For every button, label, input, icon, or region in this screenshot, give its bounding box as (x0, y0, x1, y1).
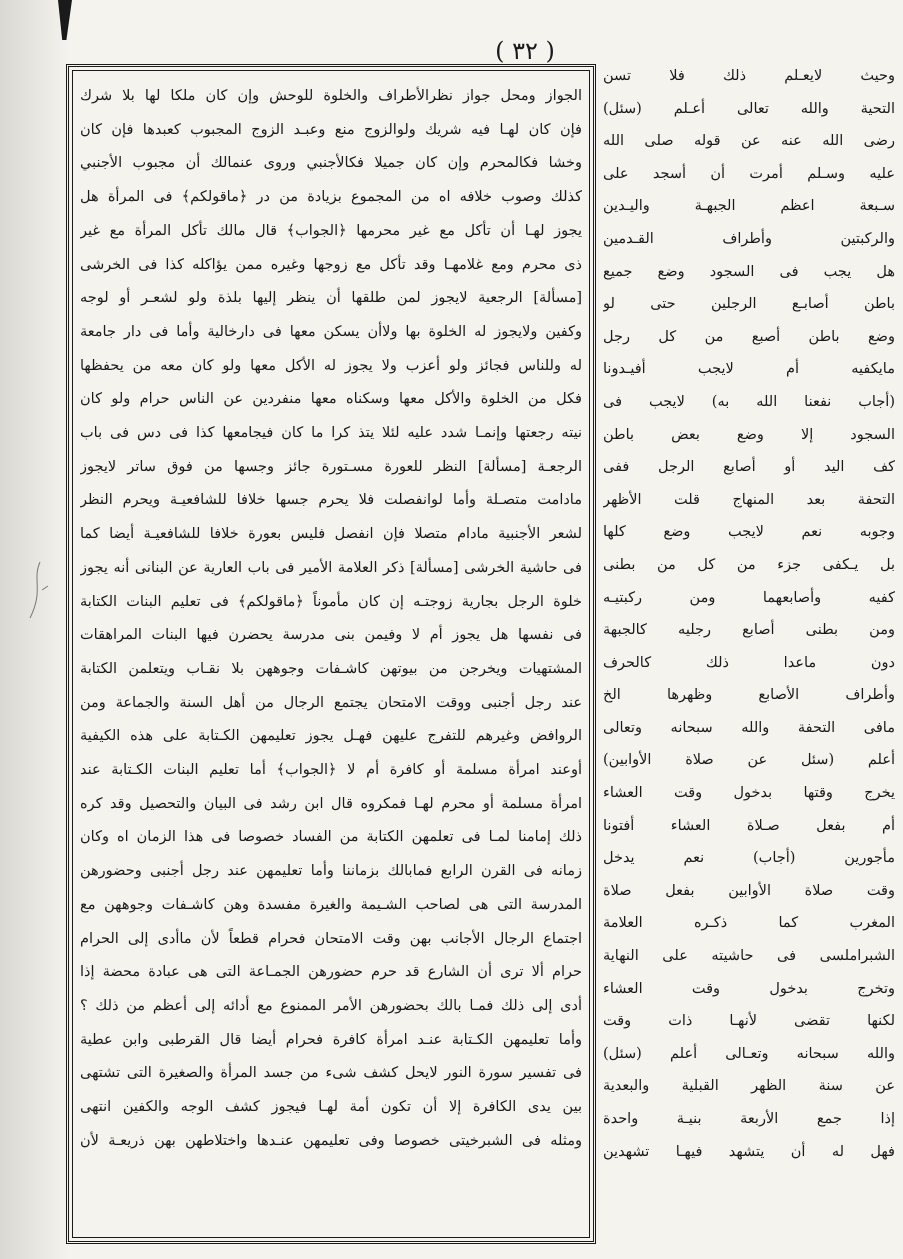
margin-pencil-mark (22, 560, 52, 620)
main-text-line: فى تفسير سورة النور لايحل كشف شىء من جسد المرأة والصغيرة التى تشتهى (80, 1065, 582, 1082)
margin-text-line: التحية والله تعالى أعـلم (سئل) (603, 100, 895, 117)
margin-text-line: وتخرج بدخول وقت العشاء (603, 980, 895, 997)
margin-text-line: لكنها تقضى لأنهـا ذات وقت (603, 1013, 895, 1030)
margin-text-line: والله سبحانه وتعـالى أعلم (سئل) (603, 1045, 895, 1062)
main-text-line: عند رجل أجنبى ووقت الامتحان يجتمع الرجال من أهل السنة والجماعة ومن (80, 694, 582, 711)
main-text-line: له وللناس فجائز ولو أعزب ولا يجوز له الأكل معها ولو كان معه من يحفظها (80, 357, 582, 374)
margin-text-line: وأطراف الأصابع وظهرها الخ (603, 687, 895, 704)
main-text-line: لشعر الأجنبية مادام متصلا فإن انفصل فليس بعورة خلافا للشافعيـة أيضا كما (80, 526, 582, 543)
main-text-line: نيته رجعتها وإنمـا شدد عليه لئلا يتذ كرا ما كان فيجامعها كذا فى دس فى باب (80, 425, 582, 442)
margin-text-line: وجوبه نعم لايجب وضع كلها (603, 524, 895, 541)
margin-text-line: السجود إلا وضع بعض باطن (603, 426, 895, 443)
margin-text-line: مأجورين (أجاب) نعم يدخل (603, 850, 895, 867)
main-text-line: أوعند امرأة مسلمة أو كافرة أم لا ﴿الجواب﴾ أما تعليم البنات الكـتابة عند (80, 762, 582, 779)
margin-text-line: يخرج وقتها بدخول وقت العشاء (603, 785, 895, 802)
main-text-line: فى حاشية الخرشى [مسألة] ذكر العلامة الأمير فى باب العارية عن البنانى أنه يجوز (80, 559, 582, 576)
main-text-line: مادامت متصـلة وأما لوانفصلت فلا يحرم جسها خلافا للشافعيـة ويحرم النظر (80, 492, 582, 509)
main-text-line: زمانه فى القرن الرابع فمابالك بزماننا وأما تعليمهن عند رجل أجنبى وحضورهن (80, 863, 582, 880)
main-text-line: فى نفسها هل يجوز أم لا وفيمن بنى مدرسة يحضرن فيها البنات المراهقات (80, 627, 582, 644)
main-text-line: وكفين ولايجوز له الخلوة بها ولاأن يسكن معها فى دارخالية وأما فى دار جامعة (80, 323, 582, 340)
main-text-line: [مسألة] الرجعية لايجوز لمن طلقها أن ينظر إليها بلذة ولو لشعـر أو لوجه (80, 290, 582, 307)
margin-text-line: بل يـكفى جزء من كل من بطنى (603, 556, 895, 573)
margin-text-line: الشبراملسى فى حاشيته على النهاية (603, 948, 895, 965)
margin-text-line: والركبتين وأطراف القـدمين (603, 230, 895, 247)
margin-text-line: باطن أصابـع الرجلين حتى لو (603, 296, 895, 313)
margin-text-line: (أجاب نفعنا الله به) لايجب فى (603, 393, 895, 410)
margin-text-line: كف اليد أو أصابع الرجل ففى (603, 459, 895, 476)
main-text-line: ذلك إمامنا لمـا فى تعلمهن الكتابة من الفساد خصوصا فى هذا الزمان اه وكان (80, 829, 582, 846)
page-number: ( ٣٢ ) (495, 37, 555, 65)
main-text-line: خلوة الرجل بجارية زوجتـه إن كان مأموناً ﴿ماقولكم﴾ فى تعليم البنات الكتابة (80, 593, 582, 610)
main-text-line: حرام ألا ترى أن الشارع قد حرم حضورهن الجمـاعة التى هى عبادة محضة إذا (80, 964, 582, 981)
main-text-line: ذى محرم ومع غلامهـا وقد تأكل مع زوجها وغيره ممن يؤاكله كذا فى الخرشى (80, 256, 582, 273)
margin-text-line: كفيه وأصابعهما ومن ركبتيـه (603, 589, 895, 606)
margin-text-line: مافى التحفة والله سبحانه وتعالى (603, 719, 895, 736)
margin-text-line: سـبعة اعظم الجبهـة واليـدين (603, 198, 895, 215)
main-text-line: يجوز لهـا أن تأكل مع غير محرمها ﴿الجواب﴾ قال مالك تأكل المرأة مع غير (80, 222, 582, 239)
scan-shadow (0, 0, 70, 1259)
main-text-line: امرأة مسلمة أو محرم لهـا فمكروه قال ابن رشد فى البيان والتحصيل وقد كره (80, 795, 582, 812)
margin-text-column (603, 60, 895, 1240)
main-text-line: اجتماع الرجال الأجانب بهن وقت الامتحان فحرام قطعاً لأن ماأدى إلى الحرام (80, 930, 582, 947)
main-text-line: وخشا فكالمحرم وإن كان جميلا فكالأجنبي وروى عنمالك أن مجبوب الأجنبي (80, 155, 582, 172)
margin-text-line: مايكفيه أم لايجب أفيـدونا (603, 361, 895, 378)
main-text-column (80, 80, 582, 1230)
margin-text-line: التحفة بعد المنهاج قلت الأظهر (603, 491, 895, 508)
margin-text-line: هل يجب فى السجود وضع جميع (603, 263, 895, 280)
margin-text-line: إذا جمع الأربعة بنيـة واحدة (603, 1111, 895, 1127)
margin-text-line: وضع باطن أصبع من كل رجل (603, 328, 895, 345)
margin-text-line: وحيث لايعـلم ذلك فلا تسن (603, 68, 895, 84)
main-text-line: ومثله فى الشبرخيتى خصوصا وفى تعليمهن عنـدها واختلاطهن بهن ذريعـة لأن (80, 1132, 582, 1149)
main-text-line: فإن كان لهـا فيه شريك ولوالزوج منع وعبـد الزوج المجبوب كعبدها فإن كان (80, 121, 582, 138)
main-text-line: كذلك وصوب خلافه اه من المجموع بزيادة من در ﴿ماقولكم﴾ فى المرأة هل (80, 189, 582, 206)
main-text-line: الروافض وغيرهم للتفرج عليهن فهـل يجوز تعليمهن الكـتابة على هذه الكيفية (80, 728, 582, 745)
margin-text-line: رضى الله عنه عن قوله صلى الله (603, 133, 895, 150)
margin-text-line: أم بفعل صـلاة العشاء أفتونا (603, 817, 895, 834)
margin-text-line: عن سنة الظهر القبلية والبعدية (603, 1078, 895, 1095)
margin-text-line: وقت صلاة الأوابين بفعل صلاة (603, 882, 895, 899)
main-text-line: الرجعـة [مسألة] النظر للعورة مسـتورة جائز وجسها من فوق ساتر لايجوز (80, 458, 582, 475)
margin-text-line: دون ماعدا ذلك كالحرف (603, 654, 895, 671)
margin-text-line: المغرب كما ذكـره العلامة (603, 915, 895, 932)
margin-text-line: فهل له أن يتشهد فيهـا تشهدين (603, 1143, 895, 1160)
main-text-line: بين يدى الكافرة إلا أن تكون أمة لهـا فيجوز كشف الوجه والكفين انتهى (80, 1099, 582, 1116)
main-text-line: الجواز ومحل جواز نظرالأطراف والخلوة للوحش وإن كان ملكا لها بلا شرك (80, 88, 582, 104)
margin-text-line: عليه وسـلم أمرت أن أسجد على (603, 165, 895, 182)
main-text-line: المدرسة التى هى لصاحب الشـيمة والغيرة مفسدة وهن كاشـفات وجوههن مع (80, 896, 582, 913)
main-text-line: أدى إلى ذلك فمـا بالك بحضورهن الأمر الممنوع مع أدائه إلى أعظم من ذلك ؟ (80, 997, 582, 1014)
margin-text-line: أعلم (سئل عن صلاة الأوابين) (603, 752, 895, 769)
main-text-line: المشتهيات ويخرجن من بيوتهن كاشـفات وجوههن بلا نقـاب ويتعلمن الكتابة (80, 660, 582, 677)
margin-text-line: ومن بطنى أصابع رجليه كالجبهة (603, 622, 895, 639)
main-text-line: فكل من الخلوة والأكل معها وسكناه معها منفردين عن الناس حرام ولو كان (80, 391, 582, 408)
main-text-line: وأما تعليمهن الكـتابة عنـد امرأة كافرة فحرام أيضا قال القرطبى وابن عطية (80, 1031, 582, 1048)
